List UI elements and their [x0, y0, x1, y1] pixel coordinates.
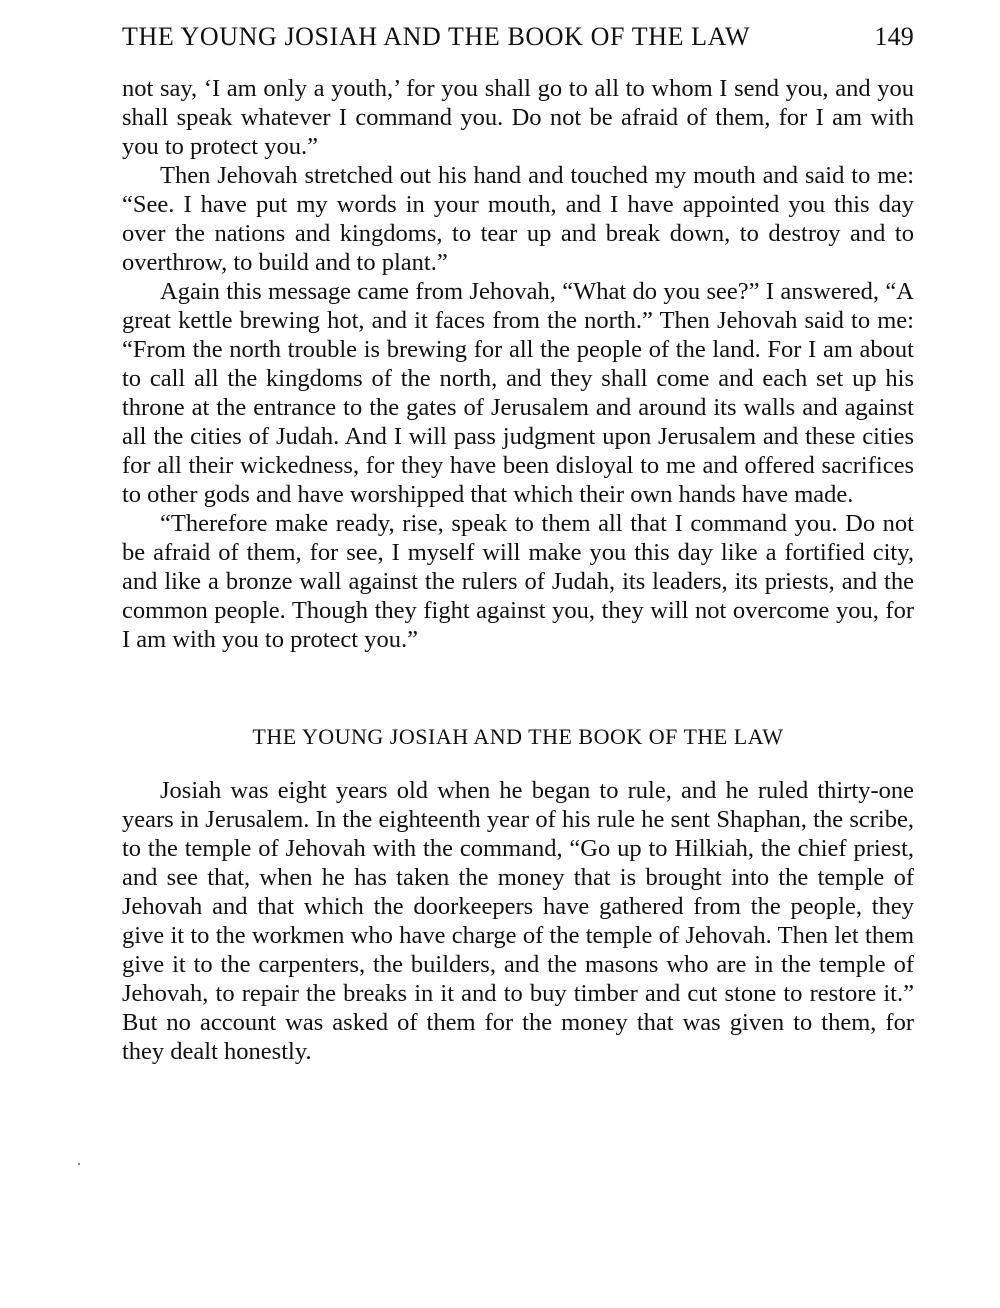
paragraph: Then Jehovah stretched out his hand and touched my mouth and said to me: “See. I have put my words in your mouth, and I have appointed you this day over the nations and kingdoms, to tear up and break down, to destroy and to overthrow, to build and to plant.” — [122, 162, 914, 276]
paragraph-continued: not say, ‘I am only a youth,’ for you shall go to all to whom I send you, and you shall speak whatever I command you. Do not be afraid of them, for I am with you to protect you.” — [122, 75, 914, 160]
paragraph: “Therefore make ready, rise, speak to them all that I command you. Do not be afraid of them, for see, I myself will make you this day like a fortified city, and like a bronze wall against the rulers of Judah, its leaders, its priests, and the common people. Though they fight against you, they will not overcome you, for I am with you to protect you.” — [122, 510, 914, 653]
paragraph: Josiah was eight years old when he began to rule, and he ruled thirty-one years in Jerusalem. In the eighteenth year of his rule he sent Shaphan, the scribe, to the temple of Jehovah with the command, “Go up to Hilkiah, the chief priest, and see that, when he has taken the money that is brought into the temple of Jehovah and that which the doorkeepers have gathered from the people, they give it to the workmen who have charge of the temple of Jehovah. Then let them give it to the carpenters, the builders, and the masons who are in the temple of Jehovah, to repair the breaks in it and to buy timber and cut stone to restore it.” But no account was asked of them for the money that was given to them, for they dealt honestly. — [122, 777, 914, 1065]
section-1-text — [122, 74, 914, 654]
scan-speck — [78, 1163, 80, 1165]
book-page — [122, 20, 914, 1066]
paragraph: Again this message came from Jehovah, “What do you see?” I answered, “A great kettle brewing hot, and it faces from the north.” Then Jehovah said to me: “From the north trouble is brewing for all the people of the land. For I am about to call all the kingdoms of the north, and they shall come and each set up his throne at the entrance to the gates of Jerusalem and around its walls and against all the cities of Judah. And I will pass judgment upon Jerusalem and these cities for all their wickedness, for they have been disloyal to me and offered sacrifices to other gods and have worshipped that which their own hands have made. — [122, 278, 914, 508]
section-2-text — [122, 776, 914, 1066]
running-head — [122, 20, 914, 54]
section-heading: THE YOUNG JOSIAH AND THE BOOK OF THE LAW — [252, 724, 784, 749]
running-title: THE YOUNG JOSIAH AND THE BOOK OF THE LAW — [122, 22, 751, 51]
page-number: 149 — [874, 22, 914, 51]
